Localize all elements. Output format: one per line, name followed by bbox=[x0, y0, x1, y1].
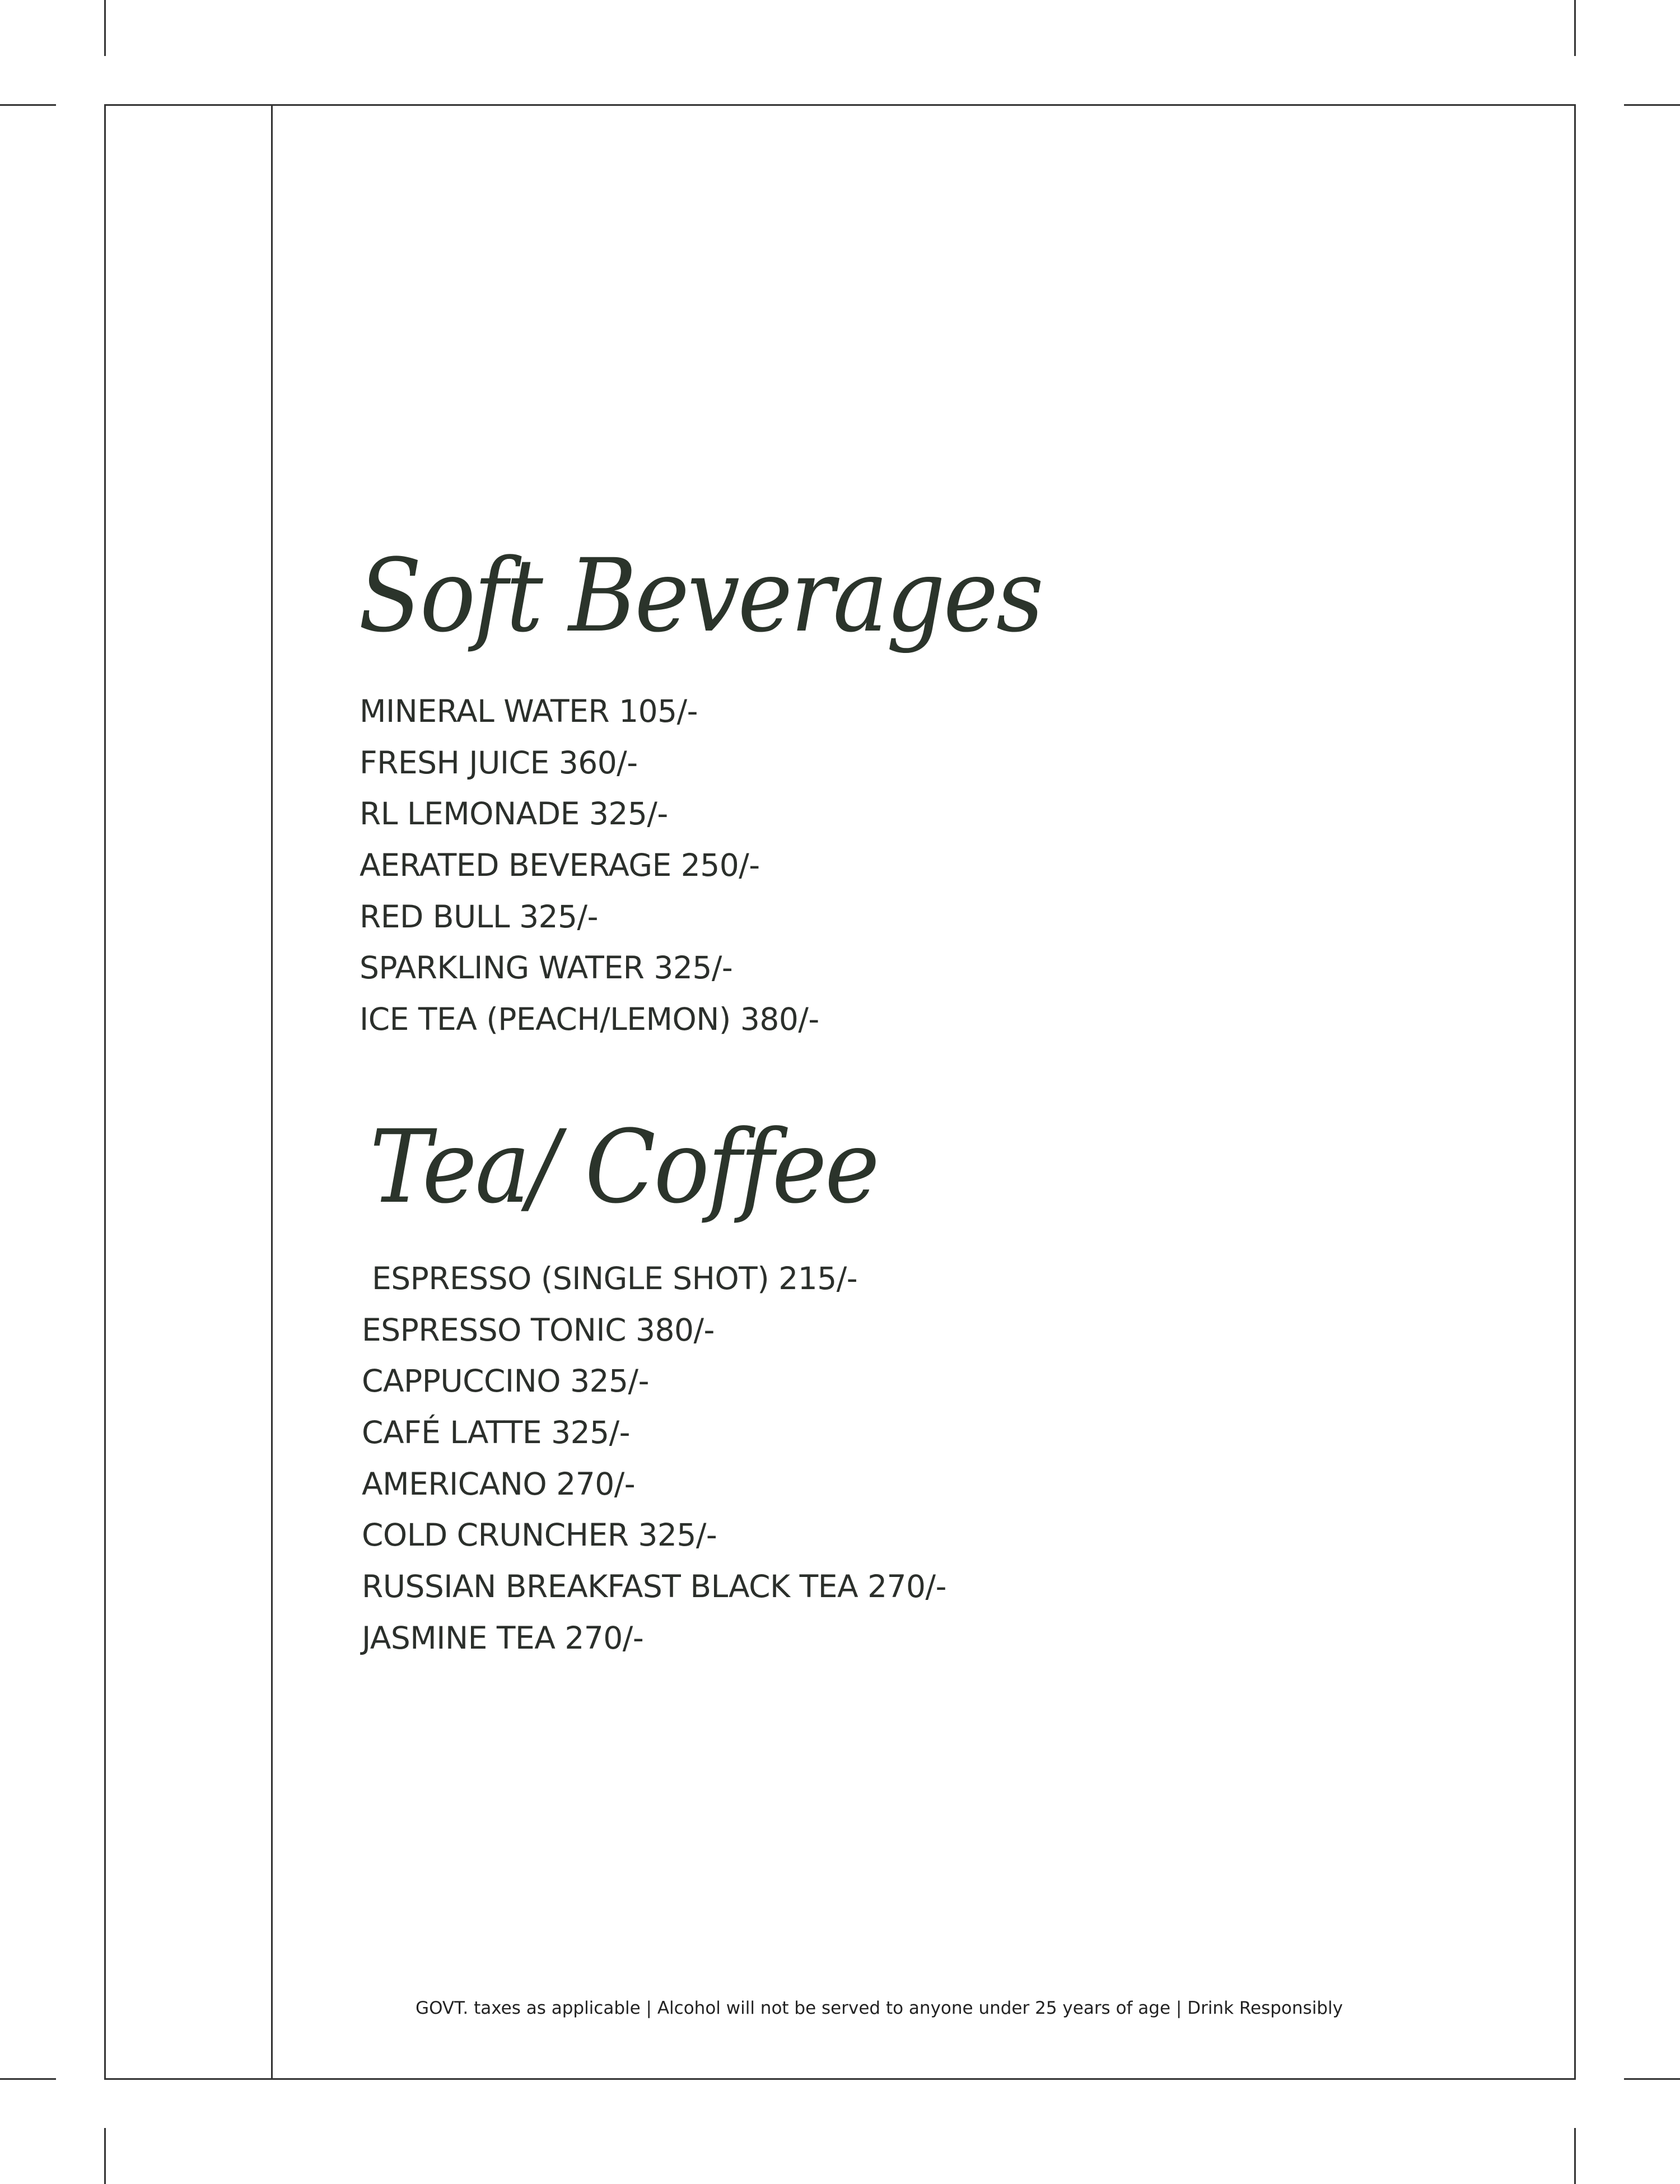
item-price: 325/- bbox=[570, 1363, 649, 1399]
section-title-soft-beverages: Soft Beverages bbox=[358, 538, 1042, 655]
menu-item bbox=[362, 1613, 946, 1664]
item-price: 270/- bbox=[867, 1569, 946, 1605]
menu-item bbox=[360, 942, 819, 994]
menu-item bbox=[362, 1459, 946, 1510]
item-name: AMERICANO bbox=[362, 1466, 547, 1502]
footer-disclaimer: GOVT. taxes as applicable | Alcohol will not be served to anyone under 25 years of age | Drink Responsibly bbox=[416, 1998, 1343, 2018]
item-price: 270/- bbox=[564, 1620, 644, 1656]
tea-coffee-list bbox=[362, 1253, 946, 1664]
item-name: SPARKLING WATER bbox=[360, 950, 645, 986]
soft-beverages-list bbox=[360, 686, 819, 1046]
crop-mark bbox=[104, 2128, 106, 2184]
crop-mark bbox=[0, 2078, 56, 2080]
item-price: 215/- bbox=[778, 1261, 858, 1296]
item-price: 360/- bbox=[558, 744, 638, 781]
item-name: COLD CRUNCHER bbox=[362, 1517, 629, 1553]
crop-mark bbox=[0, 104, 56, 106]
page-border bbox=[104, 104, 1576, 2080]
menu-item bbox=[362, 1561, 946, 1613]
crop-mark bbox=[1624, 104, 1680, 106]
crop-mark bbox=[1574, 2128, 1576, 2184]
item-name: RL LEMONADE bbox=[360, 796, 580, 832]
menu-item bbox=[360, 686, 819, 738]
item-name: ICE TEA (PEACH/LEMON) bbox=[360, 1001, 731, 1038]
item-name: ESPRESSO TONIC bbox=[362, 1312, 627, 1348]
menu-item bbox=[362, 1510, 946, 1561]
item-name: FRESH JUICE bbox=[360, 744, 549, 781]
menu-item bbox=[362, 1253, 946, 1305]
item-price: 325/- bbox=[551, 1415, 630, 1451]
menu-item bbox=[360, 892, 819, 943]
item-price: 325/- bbox=[654, 950, 733, 986]
item-name: RUSSIAN BREAKFAST BLACK TEA bbox=[362, 1569, 858, 1605]
spine-line bbox=[271, 104, 273, 2080]
item-name: CAFÉ LATTE bbox=[362, 1415, 542, 1451]
menu-item bbox=[362, 1305, 946, 1356]
crop-mark bbox=[104, 0, 106, 56]
menu-item bbox=[360, 738, 819, 789]
item-price: 270/- bbox=[556, 1466, 636, 1502]
menu-item bbox=[360, 788, 819, 840]
item-price: 250/- bbox=[680, 847, 760, 884]
item-name: CAPPUCCINO bbox=[362, 1363, 561, 1399]
section-title-tea-coffee: Tea/ Coffee bbox=[370, 1109, 878, 1226]
item-name: ESPRESSO (SINGLE SHOT) bbox=[372, 1261, 769, 1296]
item-price: 325/- bbox=[589, 796, 668, 832]
item-name: RED BULL bbox=[360, 898, 510, 935]
crop-mark bbox=[1574, 0, 1576, 56]
item-price: 380/- bbox=[740, 1001, 819, 1038]
crop-mark bbox=[1624, 2078, 1680, 2080]
item-price: 325/- bbox=[519, 898, 598, 935]
item-price: 380/- bbox=[636, 1312, 715, 1348]
item-name: MINERAL WATER bbox=[360, 693, 610, 729]
menu-item bbox=[360, 994, 819, 1046]
item-price: 325/- bbox=[638, 1517, 717, 1553]
menu-item bbox=[362, 1356, 946, 1407]
menu-item bbox=[362, 1407, 946, 1459]
item-name: JASMINE TEA bbox=[362, 1620, 556, 1656]
item-name: AERATED BEVERAGE bbox=[360, 847, 671, 884]
menu-item bbox=[360, 840, 819, 892]
item-price: 105/- bbox=[619, 693, 698, 729]
